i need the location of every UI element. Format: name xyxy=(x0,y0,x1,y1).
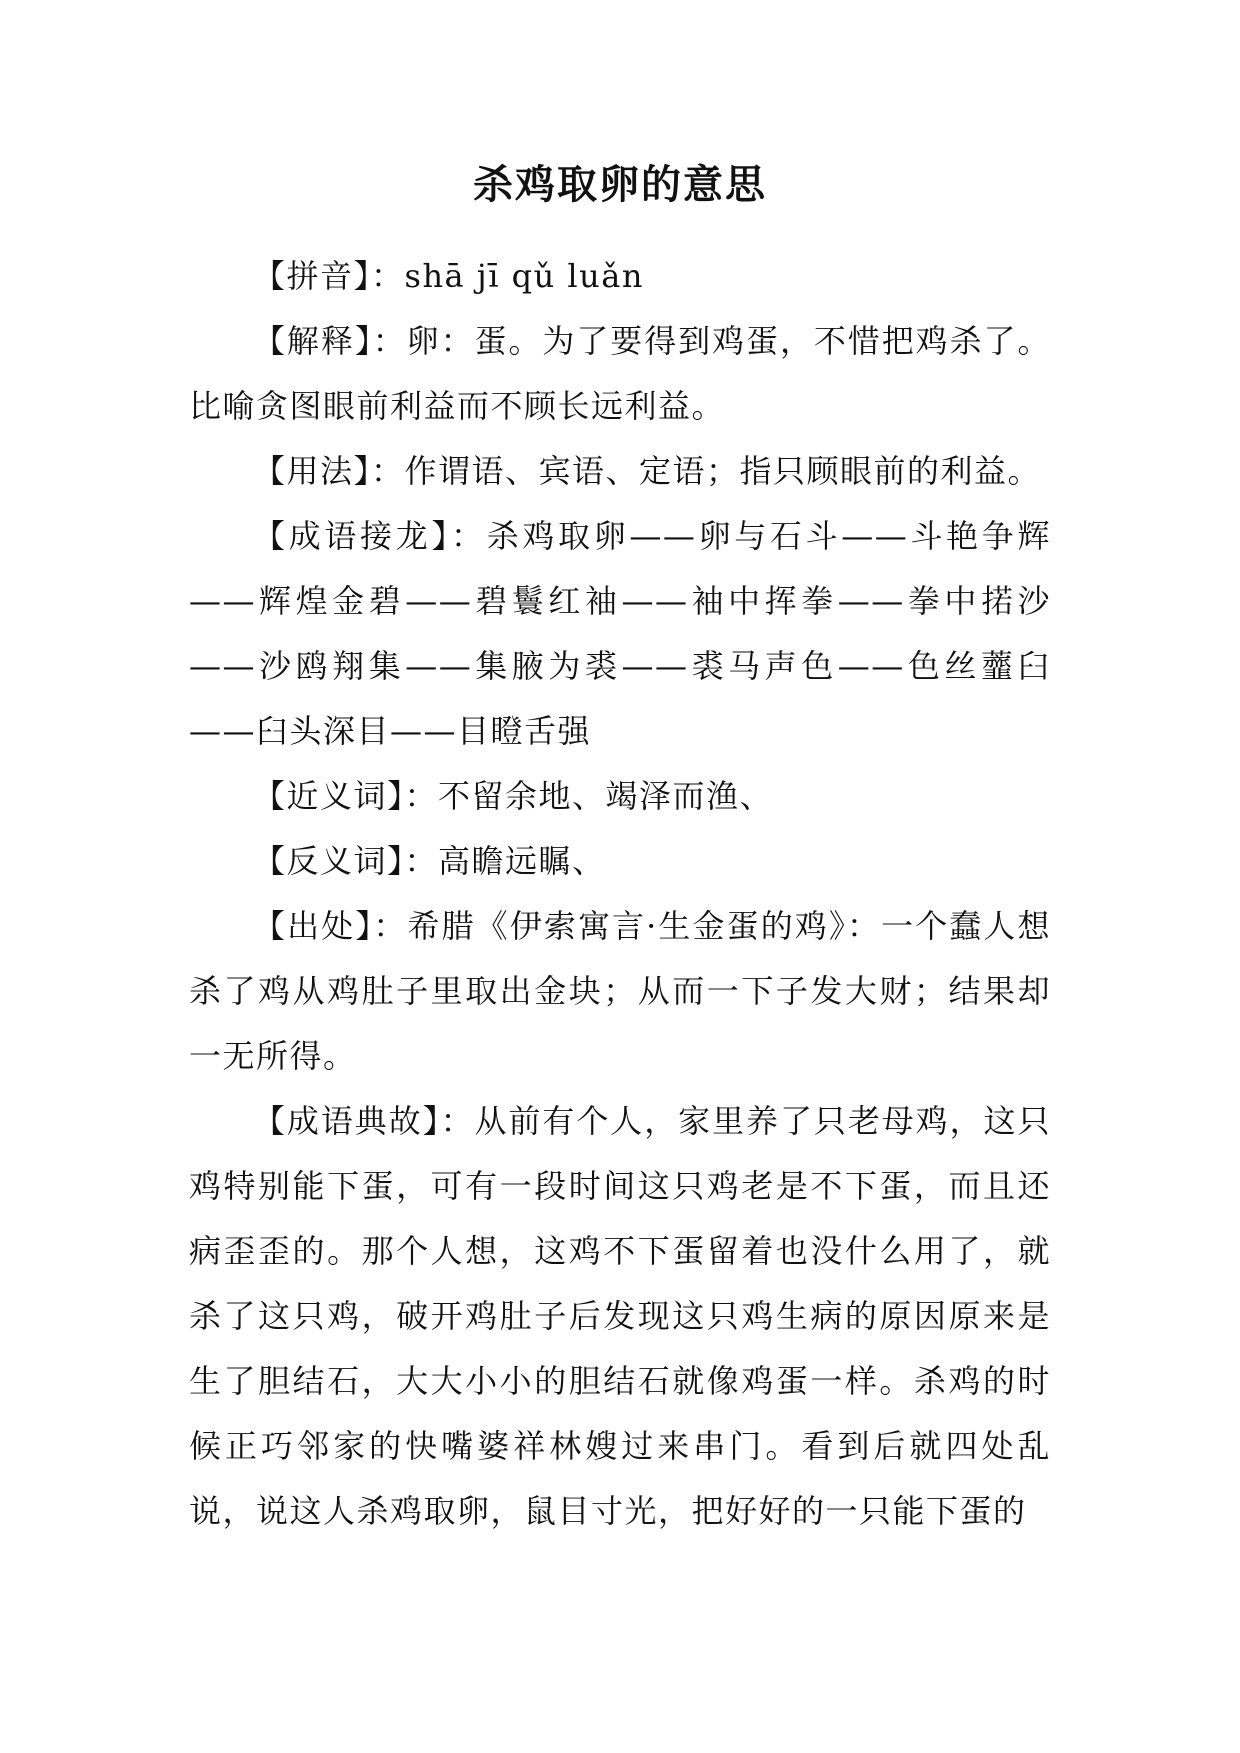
usage-label: 【用法】： xyxy=(253,452,405,490)
usage-text: 作谓语、宾语、定语；指只顾眼前的利益。 xyxy=(404,452,1042,490)
antonyms-paragraph xyxy=(189,829,1051,894)
idiom-chain-label: 【成语接龙】： xyxy=(253,517,487,555)
idiom-chain-text: 杀鸡取卵——卵与石斗——斗艳争辉——辉煌金碧——碧鬟红袖——袖中挥拳——拳中掿沙——沙鸥翔集——集腋为裘——裘马声色——色丝虀臼——臼头深目——目瞪舌强 xyxy=(189,517,1051,750)
pinyin-paragraph xyxy=(189,244,1051,309)
usage-paragraph xyxy=(189,439,1051,504)
story-paragraph xyxy=(189,1089,1051,1544)
document-body xyxy=(189,244,1051,1544)
pinyin-text: shā jī qǔ luǎn xyxy=(404,257,644,295)
pinyin-label: 【拼音】： xyxy=(253,257,405,295)
synonyms-paragraph xyxy=(189,764,1051,829)
synonyms-label: 【近义词】： xyxy=(253,777,439,815)
synonyms-text: 不留余地、竭泽而渔、 xyxy=(438,777,774,815)
source-label: 【出处】： xyxy=(253,907,408,945)
page-title: 杀鸡取卵的意思 xyxy=(473,162,767,208)
antonyms-text: 高瞻远瞩、 xyxy=(438,842,606,880)
definition-paragraph xyxy=(189,309,1051,439)
definition-text: 卵：蛋。为了要得到鸡蛋，不惜把鸡杀了。比喻贪图眼前利益而不顾长远利益。 xyxy=(189,322,1051,425)
story-label: 【成语典故】： xyxy=(253,1102,475,1140)
idiom-chain-paragraph xyxy=(189,504,1051,764)
definition-label: 【解释】： xyxy=(253,322,407,360)
story-text: 从前有个人，家里养了只老母鸡，这只鸡特别能下蛋，可有一段时间这只鸡老是不下蛋，而且还病歪歪的。那个人想，这鸡不下蛋留着也没什么用了，就杀了这只鸡，破开鸡肚子后发现这只鸡生病的原因原来是生了胆结石，大大小小的胆结石就像鸡蛋一样。杀鸡的时候正巧邻家的快嘴婆祥林嫂过来串门。看到后就四处乱说，说这人杀鸡取卵，鼠目寸光，把好好的一只能下蛋的 xyxy=(189,1102,1051,1530)
source-paragraph xyxy=(189,894,1051,1089)
source-text: 希腊《伊索寓言·生金蛋的鸡》：一个蠢人想杀了鸡从鸡肚子里取出金块；从而一下子发大财；结果却一无所得。 xyxy=(189,907,1051,1075)
antonyms-label: 【反义词】： xyxy=(253,842,439,880)
